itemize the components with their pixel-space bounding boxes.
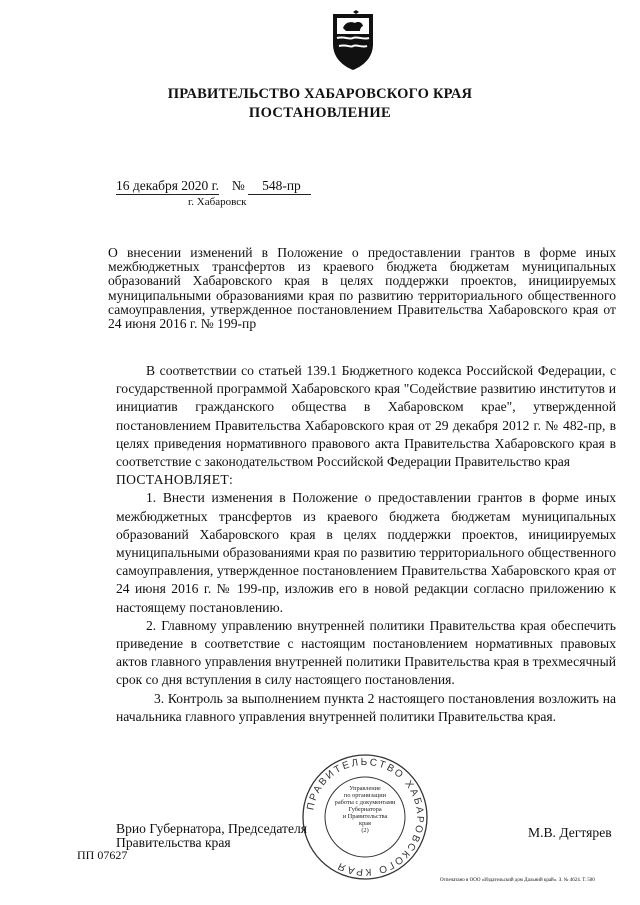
item-paragraph-3: 3. Контроль за выполнением пункта 2 настоящего постановления возложить на начальника главного управления внутренней политики Правительства края. [116,690,616,724]
date-number-line [116,178,311,195]
signatory-title: Врио Губернатора, Председателя Правительства края [116,821,308,850]
item-paragraph-1: 1. Внести изменения в Положение о предоставлении грантов в форме иных межбюджетных трансфертов из краевого бюджета бюджетам муниципальных образований Хабаровского края в целях поддержки проектов, инициируемых муниципальными образованиями края по развитию территориального общественного самоуправления, утвержденное постановлением Правительства Хабаровского края от 24 июня 2016 г. № 199-пр, изложив его в новой редакции согласно приложению к настоящему постановлению. [116,490,616,615]
official-seal [300,752,430,882]
item-paragraph-2: 2. Главному управлению внутренней политики Правительства края обеспечить приведение в соответствие с настоящим постановлением нормативных правовых актов главного управления внутренней политики Правительства края в трехмесячный срок со дня вступления в силу настоящего постановления. [116,617,616,688]
number-label: № [231,178,245,193]
resolves-heading: ПОСТАНОВЛЯЕТ: [116,472,234,488]
document-subject: О внесении изменений в Положение о предоставлении грантов в форме иных межбюджетных трансфертов из краевого бюджета бюджетам муниципальных образований Хабаровского края в целях поддержки проектов, инициируемых муниципальными образованиями края по развитию территориального общественного самоуправления, утвержденное постановлением Правительства Хабаровского края от 24 июня 2016 г. № 199-пр [108,245,616,332]
seal-inner-text: Управление по организации работы с документами Губернатора и Правительства края (2) [334,785,396,834]
document-number: 548-пр [248,178,311,195]
document-date: 16 декабря 2020 г. [116,178,220,193]
seal-ring-text: ПРАВИТЕЛЬСТВО ХАБАРОВСКОГО КРАЯ [305,756,426,878]
preamble-paragraph: В соответствии со статьей 139.1 Бюджетного кодекса Российской Федерации, с государственной программой Хабаровского края "Содействие развитию институтов и инициатив гражданского общества в Хабаровском крае", утвержденной постановлением Правительства Хабаровского края от 29 декабря 2012 г. № 482-пр, в целях приведения нормативного правового акта Правительства Хабаровского края в соответствие с законодательством Российской Федерации Правительство края [116,363,616,470]
coat-of-arms-icon [329,10,377,72]
government-title: ПРАВИТЕЛЬСТВО ХАБАРОВСКОГО КРАЯ [167,86,473,102]
document-type: ПОСТАНОВЛЕНИЕ [248,105,392,121]
document-body [116,362,616,726]
signatory-name: М.В. Дегтярев [528,825,612,840]
city: г. Хабаровск [188,196,247,208]
printer-imprint: Отпечатано в ООО «Издательский дом Дальний край». З. № 4624. Т. 500 [440,878,595,883]
document-code: ПП 07627 [77,848,128,862]
